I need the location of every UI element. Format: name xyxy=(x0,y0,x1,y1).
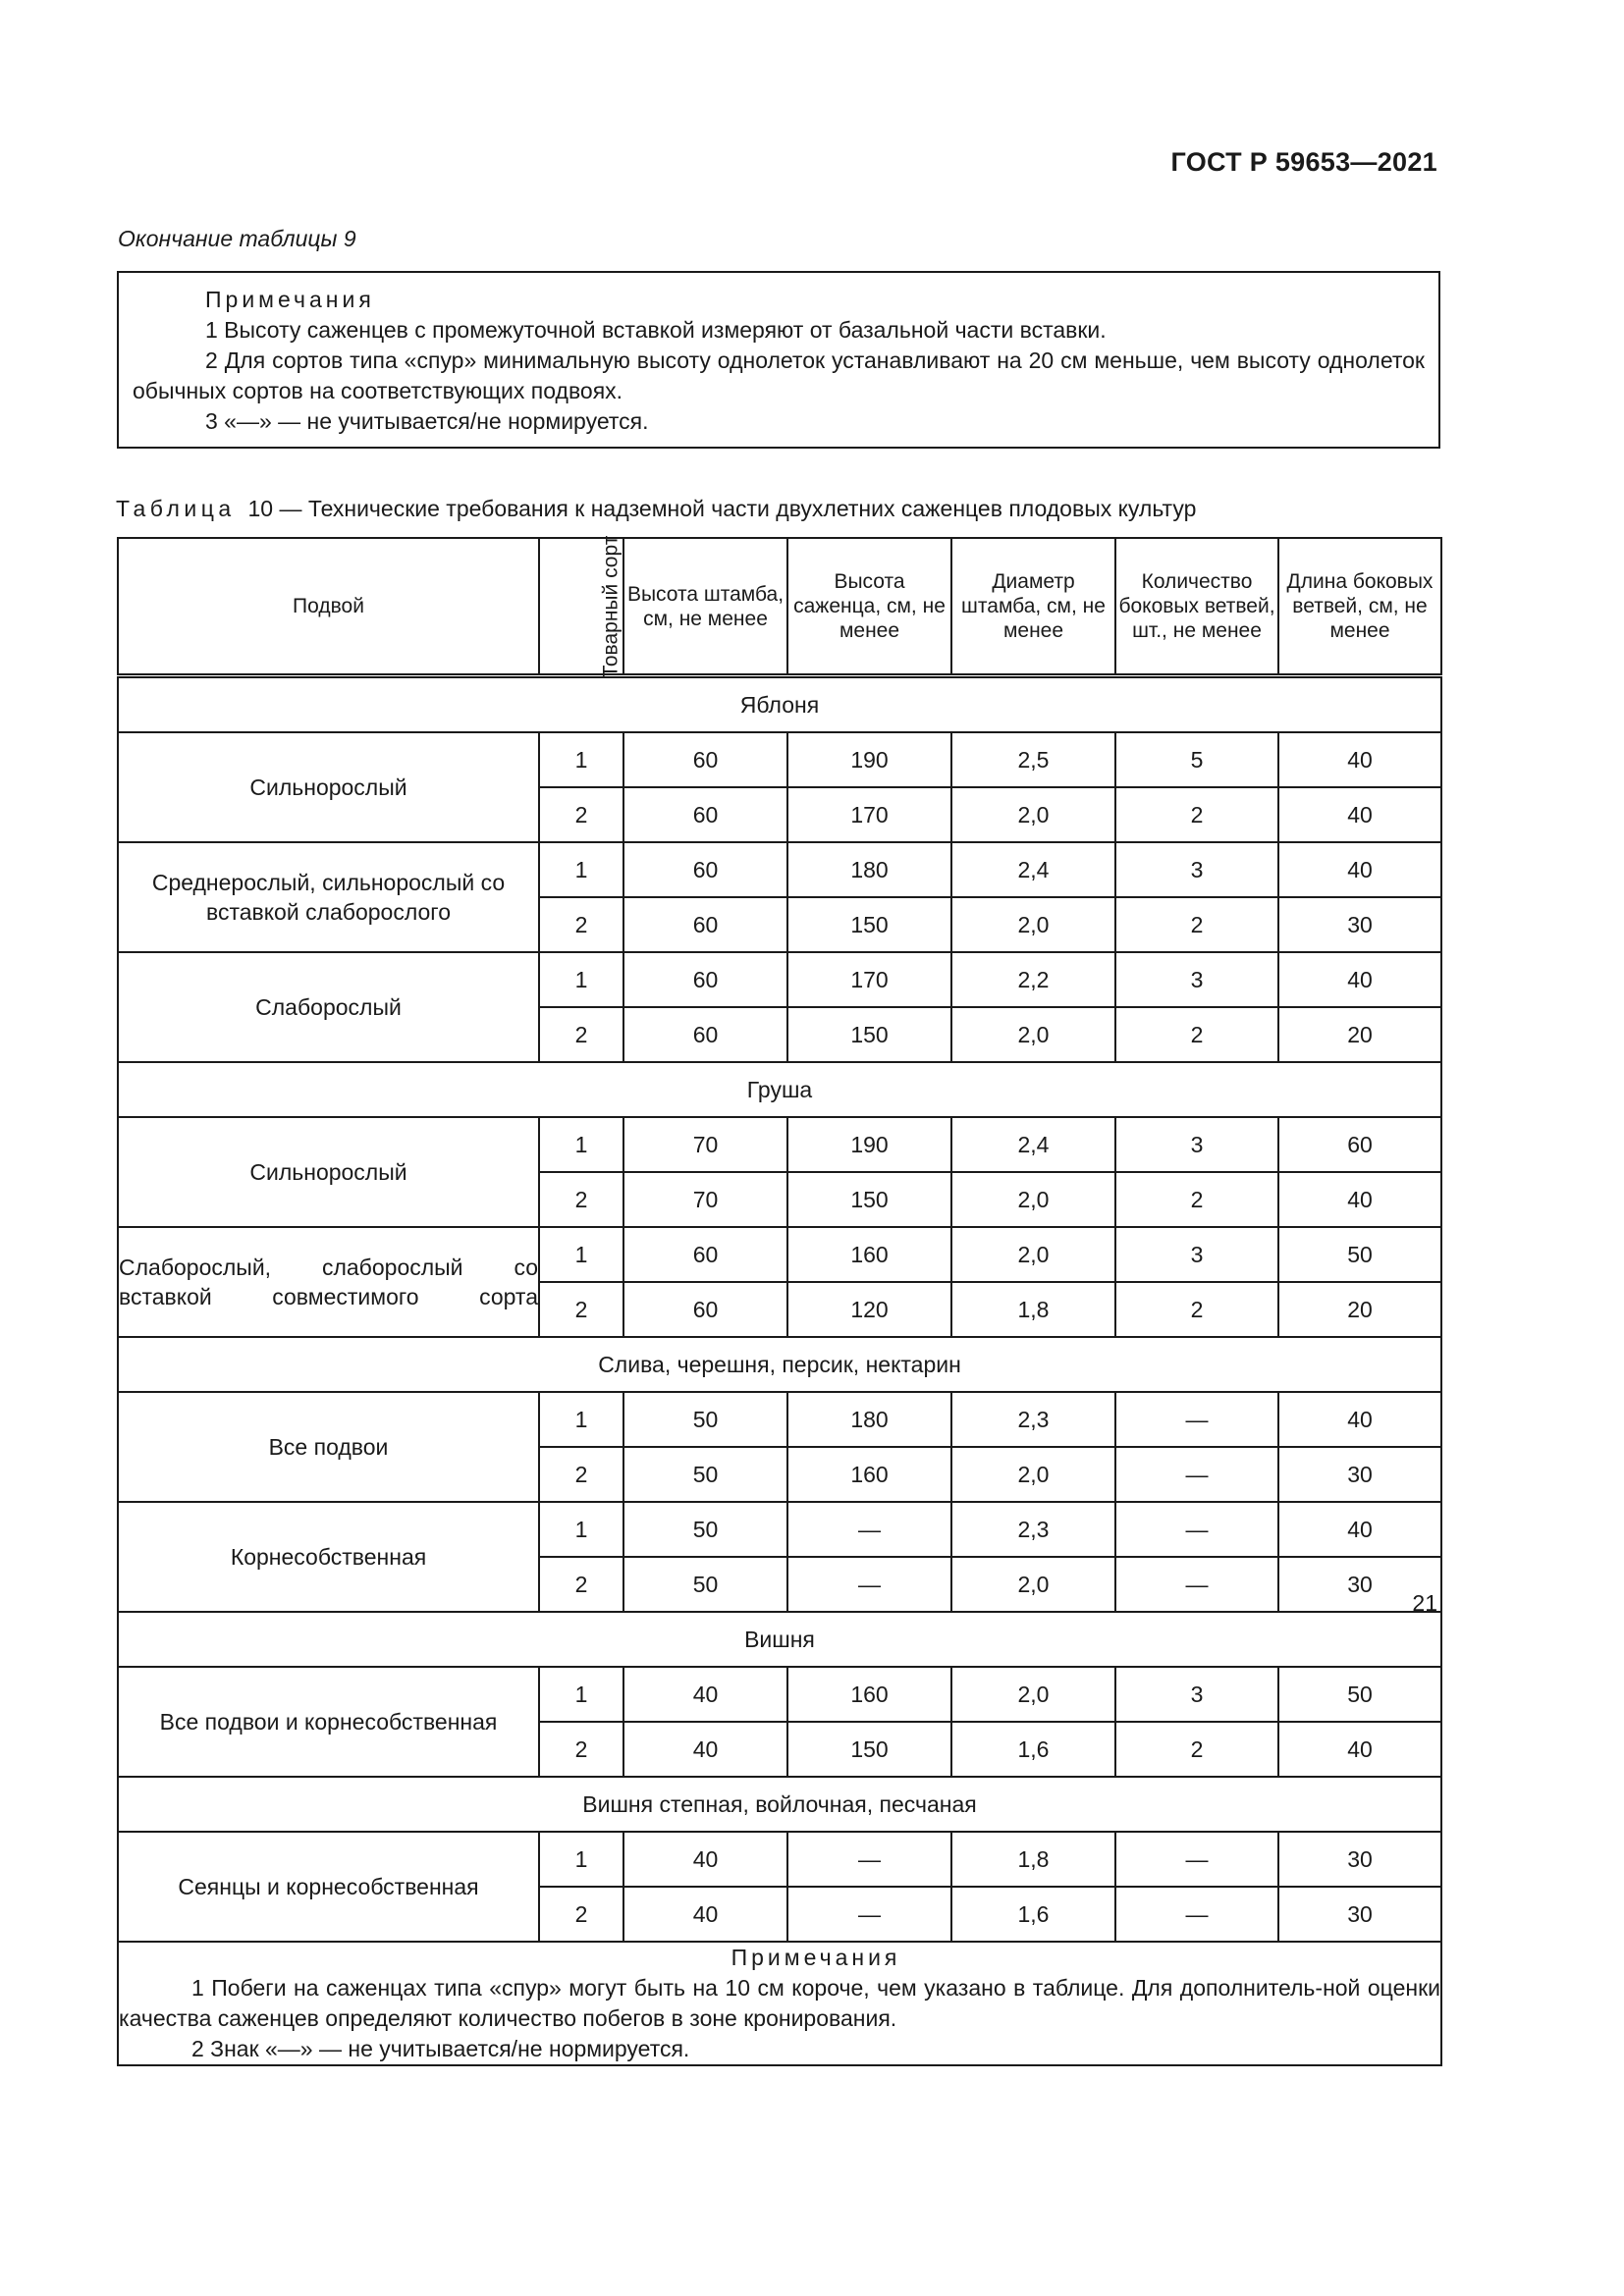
value-cell: 2,4 xyxy=(951,1117,1115,1172)
value-cell: 60 xyxy=(623,787,787,842)
value-cell: 40 xyxy=(1278,787,1441,842)
value-cell: 180 xyxy=(787,842,951,897)
value-cell: 60 xyxy=(1278,1117,1441,1172)
value-cell: 1 xyxy=(539,952,623,1007)
value-cell: 2 xyxy=(539,897,623,952)
rootstock-cell: Сеянцы и корнесобственная xyxy=(118,1832,539,1942)
value-cell: 150 xyxy=(787,1007,951,1062)
value-cell: 60 xyxy=(623,897,787,952)
value-cell: 5 xyxy=(1115,732,1278,787)
value-cell: 2,0 xyxy=(951,1557,1115,1612)
value-cell: 2 xyxy=(1115,897,1278,952)
section-row xyxy=(118,1337,1441,1392)
value-cell: 60 xyxy=(623,732,787,787)
value-cell: 30 xyxy=(1278,1832,1441,1887)
value-cell: 150 xyxy=(787,1722,951,1777)
value-cell: 2,0 xyxy=(951,1007,1115,1062)
table10-notes xyxy=(118,1942,1441,2065)
value-cell: 2 xyxy=(1115,1172,1278,1227)
value-cell: 170 xyxy=(787,787,951,842)
header-grade-label: Товарный сорт xyxy=(599,535,623,678)
table9-notes-box xyxy=(117,271,1440,449)
value-cell: 1 xyxy=(539,842,623,897)
value-cell: 1 xyxy=(539,1832,623,1887)
value-cell: 150 xyxy=(787,1172,951,1227)
page-number: 21 xyxy=(1412,1590,1437,1616)
table10-caption xyxy=(116,496,1196,522)
table10-notes-row xyxy=(118,1942,1441,2065)
value-cell: 3 xyxy=(1115,952,1278,1007)
value-cell: 2 xyxy=(1115,1722,1278,1777)
rootstock-cell: Слаборослый, слаборослый со вставкой совместимого сорта xyxy=(118,1227,539,1337)
value-cell: 60 xyxy=(623,842,787,897)
value-cell: — xyxy=(787,1557,951,1612)
value-cell: 160 xyxy=(787,1447,951,1502)
rootstock-cell: Сильнорослый xyxy=(118,732,539,842)
table-row xyxy=(118,1117,1441,1172)
value-cell: 50 xyxy=(623,1392,787,1447)
value-cell: 3 xyxy=(1115,842,1278,897)
table10-note-1: 1 Побеги на саженцах типа «спур» могут быть на 10 см короче, чем указано в таблице. Для дополнитель-ной оценки качества саженцев определяют количество побегов в зоне кронирования. xyxy=(119,1975,1440,2031)
value-cell: 1 xyxy=(539,1227,623,1282)
value-cell: — xyxy=(787,1832,951,1887)
value-cell: 2 xyxy=(1115,1282,1278,1337)
value-cell: 70 xyxy=(623,1172,787,1227)
section-title: Яблоня xyxy=(118,676,1441,733)
table-row xyxy=(118,952,1441,1007)
table9-note-3: 3 «—» — не учитывается/не нормируется. xyxy=(205,408,649,434)
value-cell: 50 xyxy=(1278,1227,1441,1282)
value-cell: 2 xyxy=(539,1172,623,1227)
value-cell: 1,6 xyxy=(951,1722,1115,1777)
document-standard-number: ГОСТ Р 59653—2021 xyxy=(1170,147,1437,177)
section-title: Вишня xyxy=(118,1612,1441,1667)
value-cell: — xyxy=(1115,1832,1278,1887)
rootstock-cell: Все подвои и корнесобственная xyxy=(118,1667,539,1777)
table-row xyxy=(118,1832,1441,1887)
value-cell: 2,0 xyxy=(951,1447,1115,1502)
header-stem-diameter: Диаметр штамба, см, не менее xyxy=(951,538,1115,676)
value-cell: 30 xyxy=(1278,1887,1441,1942)
table-row xyxy=(118,1227,1441,1282)
value-cell: 2 xyxy=(539,1282,623,1337)
value-cell: 2 xyxy=(539,1887,623,1942)
rootstock-cell: Корнесобственная xyxy=(118,1502,539,1612)
value-cell: 60 xyxy=(623,1282,787,1337)
value-cell: 40 xyxy=(623,1667,787,1722)
value-cell: 60 xyxy=(623,1227,787,1282)
value-cell: 3 xyxy=(1115,1227,1278,1282)
value-cell: 1,8 xyxy=(951,1832,1115,1887)
section-row xyxy=(118,1062,1441,1117)
value-cell: 2 xyxy=(539,1557,623,1612)
value-cell: 40 xyxy=(623,1832,787,1887)
table-continuation-label: Окончание таблицы 9 xyxy=(118,226,356,251)
value-cell: 2,0 xyxy=(951,1227,1115,1282)
section-row xyxy=(118,1777,1441,1832)
value-cell: 160 xyxy=(787,1227,951,1282)
value-cell: 1 xyxy=(539,1502,623,1557)
table10-body xyxy=(118,676,1441,2066)
value-cell: 30 xyxy=(1278,1557,1441,1612)
value-cell: 2 xyxy=(539,1447,623,1502)
value-cell: 190 xyxy=(787,732,951,787)
section-row xyxy=(118,1612,1441,1667)
value-cell: 1 xyxy=(539,1117,623,1172)
value-cell: — xyxy=(1115,1557,1278,1612)
value-cell: 1 xyxy=(539,732,623,787)
section-title: Вишня степная, войлочная, песчаная xyxy=(118,1777,1441,1832)
table10-caption-prefix: Таблица xyxy=(116,496,236,521)
value-cell: 3 xyxy=(1115,1667,1278,1722)
header-rootstock: Подвой xyxy=(118,538,539,676)
table-row xyxy=(118,842,1441,897)
value-cell: 40 xyxy=(1278,842,1441,897)
value-cell: 2,0 xyxy=(951,1172,1115,1227)
value-cell: 2 xyxy=(1115,787,1278,842)
table9-notes-title: Примечания xyxy=(205,287,375,312)
value-cell: 60 xyxy=(623,952,787,1007)
section-title: Груша xyxy=(118,1062,1441,1117)
value-cell: 50 xyxy=(1278,1667,1441,1722)
rootstock-cell: Среднерослый, сильнорослый со вставкой слаборослого xyxy=(118,842,539,952)
header-branch-length: Длина боковых ветвей, см, не менее xyxy=(1278,538,1441,676)
value-cell: 2 xyxy=(539,787,623,842)
value-cell: 30 xyxy=(1278,1447,1441,1502)
section-row xyxy=(118,676,1441,733)
value-cell: 40 xyxy=(1278,1172,1441,1227)
value-cell: 40 xyxy=(1278,952,1441,1007)
value-cell: 70 xyxy=(623,1117,787,1172)
value-cell: 1 xyxy=(539,1667,623,1722)
value-cell: 1,6 xyxy=(951,1887,1115,1942)
table-row xyxy=(118,1667,1441,1722)
value-cell: 2,3 xyxy=(951,1502,1115,1557)
value-cell: 40 xyxy=(623,1887,787,1942)
value-cell: 2,0 xyxy=(951,897,1115,952)
value-cell: 2,4 xyxy=(951,842,1115,897)
value-cell: — xyxy=(1115,1392,1278,1447)
header-plant-height: Высота саженца, см, не менее xyxy=(787,538,951,676)
value-cell: 1,8 xyxy=(951,1282,1115,1337)
value-cell: 2 xyxy=(1115,1007,1278,1062)
table10 xyxy=(117,537,1442,2066)
value-cell: 2,3 xyxy=(951,1392,1115,1447)
rootstock-cell: Все подвои xyxy=(118,1392,539,1502)
rootstock-cell: Сильнорослый xyxy=(118,1117,539,1227)
value-cell: 50 xyxy=(623,1502,787,1557)
table10-note-2: 2 Знак «—» — не учитывается/не нормируется. xyxy=(191,2036,690,2061)
value-cell: 40 xyxy=(1278,1722,1441,1777)
value-cell: 120 xyxy=(787,1282,951,1337)
value-cell: 40 xyxy=(623,1722,787,1777)
value-cell: 2,2 xyxy=(951,952,1115,1007)
table-row xyxy=(118,1392,1441,1447)
value-cell: 2,5 xyxy=(951,732,1115,787)
value-cell: 3 xyxy=(1115,1117,1278,1172)
value-cell: 2 xyxy=(539,1007,623,1062)
header-grade xyxy=(539,535,623,678)
value-cell: — xyxy=(1115,1502,1278,1557)
table10-notes-title: Примечания xyxy=(731,1945,901,1970)
value-cell: 2 xyxy=(539,1722,623,1777)
value-cell: — xyxy=(787,1887,951,1942)
value-cell: — xyxy=(1115,1447,1278,1502)
value-cell: 150 xyxy=(787,897,951,952)
value-cell: 60 xyxy=(623,1007,787,1062)
value-cell: 50 xyxy=(623,1447,787,1502)
table-row xyxy=(118,1502,1441,1557)
table10-header-row xyxy=(118,538,1441,676)
value-cell: 170 xyxy=(787,952,951,1007)
value-cell: 190 xyxy=(787,1117,951,1172)
header-stem-height: Высота штамба, см, не менее xyxy=(623,538,787,676)
value-cell: 20 xyxy=(1278,1282,1441,1337)
value-cell: — xyxy=(1115,1887,1278,1942)
value-cell: 2,0 xyxy=(951,787,1115,842)
value-cell: 20 xyxy=(1278,1007,1441,1062)
value-cell: 180 xyxy=(787,1392,951,1447)
value-cell: 30 xyxy=(1278,897,1441,952)
value-cell: 40 xyxy=(1278,732,1441,787)
value-cell: 1 xyxy=(539,1392,623,1447)
rootstock-cell: Слаборослый xyxy=(118,952,539,1062)
value-cell: 40 xyxy=(1278,1502,1441,1557)
header-branch-count: Количество боковых ветвей, шт., не менее xyxy=(1115,538,1278,676)
table-row xyxy=(118,732,1441,787)
value-cell: 50 xyxy=(623,1557,787,1612)
value-cell: 160 xyxy=(787,1667,951,1722)
section-title: Слива, черешня, персик, нектарин xyxy=(118,1337,1441,1392)
value-cell: 2,0 xyxy=(951,1667,1115,1722)
table9-note-2: 2 Для сортов типа «спур» минимальную высоту однолеток устанавливают на 20 см меньше, чем высоту однолеток обычных сортов на соответствующих подвоях. xyxy=(133,347,1425,403)
value-cell: — xyxy=(787,1502,951,1557)
table9-note-1: 1 Высоту саженцев с промежуточной вставкой измеряют от базальной части вставки. xyxy=(205,317,1107,343)
table10-caption-text: 10 — Технические требования к надземной части двухлетних саженцев плодовых культур xyxy=(247,496,1197,521)
value-cell: 40 xyxy=(1278,1392,1441,1447)
